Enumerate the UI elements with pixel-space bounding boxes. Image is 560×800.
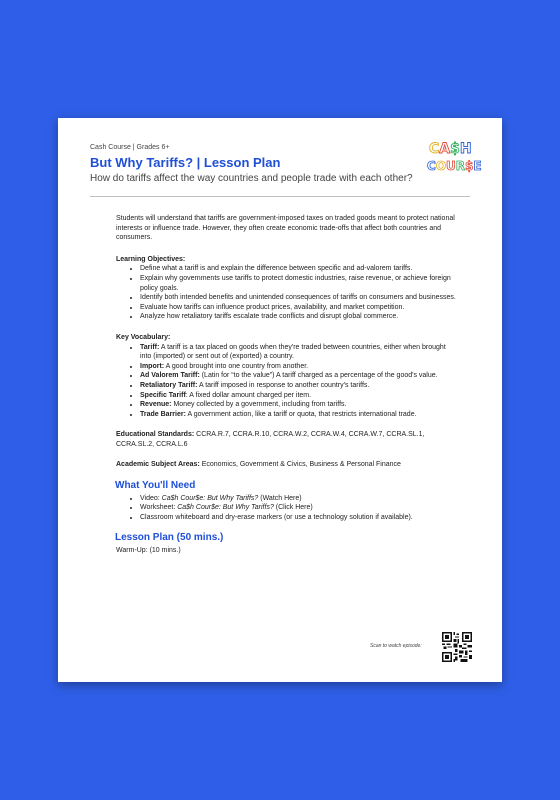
objective-item: • Explain why governments use tariffs to protect domestic industries, raise revenue, or achieve foreign policy goals. [140, 274, 456, 293]
vocab-term: Tariff: [140, 343, 160, 351]
objectives-label: Learning Objectives: [116, 255, 186, 263]
lesson-content [116, 214, 456, 556]
vocab-definition: A tariff is a tax placed on goods when they're traded between countries, either when brought into (imported) or sent out of (exported) a country. [140, 343, 446, 361]
lesson-plan-heading: Lesson Plan (50 mins.) [115, 532, 224, 544]
objective-item: • Analyze how retaliatory tariffs escalate trade conflicts and disrupt global commerce. [140, 312, 456, 322]
vocab-term: Trade Barrier: [140, 410, 186, 418]
what-youll-need-heading: What You'll Need [115, 480, 196, 492]
video-title: Ca$h Cour$e: But Why Tariffs? [161, 494, 259, 502]
vocab-term: Revenue: [140, 401, 172, 409]
svg-text:CA$H: CA$H [429, 141, 472, 157]
subject-areas-value: Economics, Government & Civics, Business & Personal Finance [199, 461, 401, 469]
material-item-supplies: • Classroom whiteboard and dry-erase markers (or use a technology solution if available). [140, 513, 456, 523]
click-here-link[interactable]: (Click Here) [273, 504, 313, 512]
cash-course-logo [426, 138, 482, 174]
vocab-item [140, 381, 456, 391]
vocab-term: Ad Valorem Tariff: [140, 372, 200, 380]
material-item-worksheet [140, 503, 456, 513]
vocab-definition: A good brought into one country from another. [164, 362, 309, 370]
vocab-term: Import: [140, 362, 165, 370]
vocab-definition: : A fixed dollar amount charged per item. [185, 391, 312, 399]
material-prefix: Video: [140, 494, 162, 502]
scan-label: Scan to watch episode: [370, 643, 422, 649]
vocabulary-label: Key Vocabulary: [116, 333, 171, 341]
standards-value: CCRA.R.7, CCRA.R.10, CCRA.W.2, CCRA.W.4, CCRA.W.7, CCRA.SL.1, CCRA.SL.2, CCRA.L.6 [116, 431, 425, 448]
vocab-item [140, 343, 456, 362]
subject-areas-paragraph [116, 460, 456, 470]
vocab-term: Retaliatory Tariff: [140, 381, 198, 389]
vocab-definition: Money collected by a government, including from tariffs. [171, 401, 347, 409]
page-title: But Why Tariffs? | Lesson Plan [90, 155, 281, 170]
vocab-term: Specific Tariff [140, 391, 186, 399]
subject-areas-label: Academic Subject Areas: [116, 461, 200, 469]
watch-here-link[interactable]: (Watch Here) [258, 494, 302, 502]
vocab-item [140, 410, 456, 420]
warmup-line: Warm-Up: (10 mins.) [116, 547, 181, 555]
materials-list [116, 494, 456, 523]
vocab-definition: (Latin for “to the value”) A tariff charged as a percentage of the good's value. [199, 372, 438, 380]
objective-item: • Define what a tariff is and explain the difference between specific and ad-valorem tariffs. [140, 264, 456, 274]
vocab-definition: A tariff imposed in response to another country's tariffs. [197, 381, 370, 389]
vocab-definition: A government action, like a tariff or quota, that restricts international trade. [185, 410, 417, 418]
objective-item: • Evaluate how tariffs can influence product prices, availability, and market competition. [140, 303, 456, 313]
qr-code-icon[interactable] [442, 632, 472, 662]
lesson-plan-page [58, 118, 502, 682]
vocab-item [140, 391, 456, 401]
vocab-item [140, 400, 456, 410]
objectives-list [116, 264, 456, 322]
intro-paragraph: Students will understand that tariffs are government-imposed taxes on traded goods meant to protect national interests or influence trade. However, they often create economic trade-offs that affect both countries and consumers. [116, 215, 455, 242]
vocab-item [140, 362, 456, 372]
material-item-video [140, 494, 456, 504]
vocabulary-list [116, 343, 456, 420]
brand-line: Cash Course | Grades 6+ [90, 144, 170, 151]
material-prefix: Worksheet: [140, 504, 178, 512]
page-subtitle: How do tariffs affect the way countries and people trade with each other? [90, 173, 413, 184]
worksheet-title: Ca$h Cour$e: But Why Tariffs? [177, 504, 274, 512]
vocab-item [140, 371, 456, 381]
standards-paragraph [116, 430, 456, 449]
header-divider [90, 196, 470, 197]
svg-text:COUR$E: COUR$E [427, 159, 482, 173]
objective-item: • Identify both intended benefits and unintended consequences of tariffs on consumers and businesses. [140, 293, 456, 303]
standards-label: Educational Standards: [116, 431, 195, 439]
